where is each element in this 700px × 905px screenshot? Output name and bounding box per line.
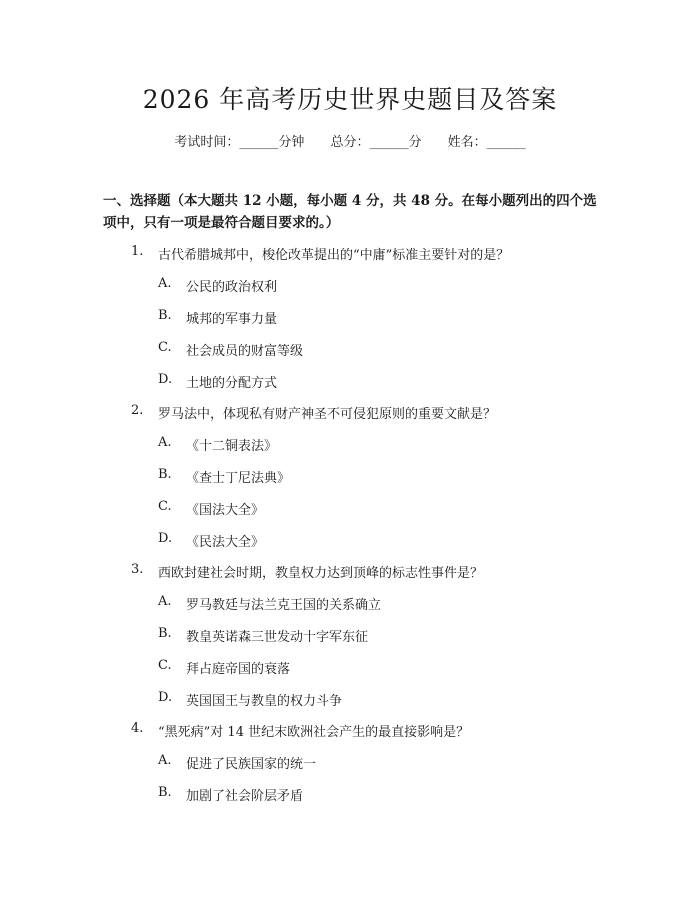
- option-text: 《民法大全》: [186, 535, 265, 550]
- option-text: 城邦的军事力量: [186, 312, 278, 327]
- option-letter: B.: [158, 785, 172, 800]
- option-letter: A.: [158, 594, 172, 609]
- option-text: 加剧了社会阶层矛盾: [186, 789, 304, 804]
- option-text: 拜占庭帝国的衰落: [186, 662, 291, 677]
- option-letter: D.: [158, 531, 173, 546]
- option-letter: C.: [158, 658, 172, 673]
- option-text: 教皇英诺森三世发动十字军东征: [186, 630, 369, 645]
- question-number: 4.: [131, 721, 144, 736]
- page-title: 2026 年高考历史世界史题目及答案: [142, 85, 558, 114]
- question-text: “黑死病”对 14 世纪末欧洲社会产生的最直接影响是？: [158, 725, 470, 740]
- question-number: 2.: [131, 403, 144, 418]
- question-number: 1.: [131, 244, 144, 259]
- exam-time-field: 考试时间：______分钟: [174, 135, 305, 150]
- option-text: 《查士丁尼法典》: [186, 471, 291, 486]
- option-text: 《十二铜表法》: [186, 439, 278, 454]
- exam-meta: [0, 131, 700, 150]
- option-text: 土地的分配方式: [186, 376, 278, 391]
- option-text: 公民的政治权利: [186, 280, 278, 295]
- option-letter: A.: [158, 435, 172, 450]
- question-text: 西欧封建社会时期，教皇权力达到顶峰的标志性事件是？: [158, 566, 484, 581]
- option-letter: D.: [158, 690, 173, 705]
- option-text: 英国国王与教皇的权力斗争: [186, 694, 343, 709]
- option-text: 《国法大全》: [186, 503, 265, 518]
- option-letter: A.: [158, 276, 172, 291]
- question-text: 罗马法中，体现私有财产神圣不可侵犯原则的重要文献是？: [158, 407, 497, 422]
- option-letter: D.: [158, 372, 173, 387]
- option-letter: B.: [158, 308, 172, 323]
- option-letter: B.: [158, 467, 172, 482]
- option-letter: C.: [158, 499, 172, 514]
- option-text: 社会成员的财富等级: [186, 344, 304, 359]
- option-text: 促进了民族国家的统一: [186, 757, 317, 772]
- question-number: 3.: [131, 562, 144, 577]
- option-letter: A.: [158, 753, 172, 768]
- student-name-field: 姓名：______: [447, 135, 526, 150]
- question-text: 古代希腊城邦中，梭伦改革提出的“中庸”标准主要针对的是？: [158, 248, 510, 263]
- option-letter: B.: [158, 626, 172, 641]
- option-text: 罗马教廷与法兰克王国的关系确立: [186, 598, 382, 613]
- section-heading: 一、选择题（本大题共 12 小题，每小题 4 分，共 48 分。在每小题列出的四个选项中，只有一项是最符合题目要求的。）: [103, 193, 597, 231]
- total-score-field: 总分：______分: [330, 135, 422, 150]
- option-letter: C.: [158, 340, 172, 355]
